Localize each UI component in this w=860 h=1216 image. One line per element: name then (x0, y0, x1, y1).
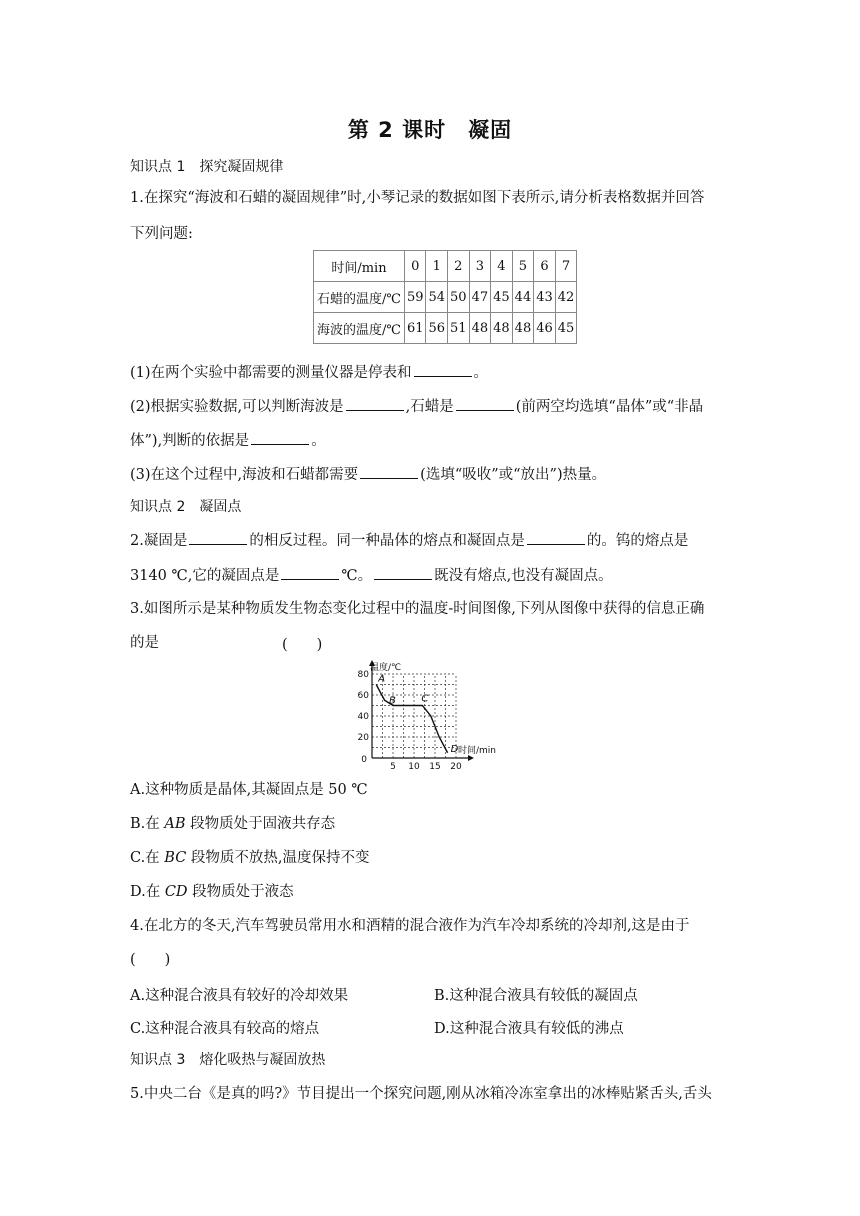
y-tick-label: 20 (357, 733, 369, 743)
answer-blank[interactable] (374, 565, 432, 580)
q1-part2-text: (2)根据实验数据,可以判断海波是 (130, 399, 344, 415)
segment-bc: BC (164, 850, 187, 866)
page-title: 第 2 课时 凝固 (347, 118, 513, 142)
answer-blank[interactable] (360, 464, 418, 479)
answer-blank[interactable] (346, 396, 404, 411)
table-cell: 时间/min (314, 251, 405, 282)
y-tick-label: 80 (357, 670, 369, 680)
q3-line1: 3.如图所示是某种物质发生物态变化过程中的温度-时间图像,下列从图像中获得的信息正确 (130, 601, 705, 617)
q1-part2-cont-end: 。 (311, 433, 326, 449)
q1-line1: 1.在探究“海波和石蜡的凝固规律”时,小琴记录的数据如图下表所示,请分析表格数据并回答 (130, 190, 705, 206)
y-tick-label: 60 (357, 691, 369, 701)
answer-blank[interactable] (189, 530, 247, 545)
q1-part1 (130, 362, 488, 383)
q2-text-f: 既没有熔点,也没有凝固点。 (434, 568, 613, 584)
y-axis-label: 温度/℃ (370, 663, 402, 673)
q1-line2: 下列问题: (130, 226, 193, 242)
point-label-b: B (389, 695, 396, 707)
q1-part2-cont-text: 体”),判断的依据是 (130, 433, 250, 449)
data-table (313, 250, 577, 344)
answer-blank[interactable] (527, 530, 585, 545)
q2-line2 (130, 565, 613, 586)
q3-option-c[interactable] (130, 848, 370, 868)
table-cell: 6 (534, 251, 556, 282)
q1-part1-text: (1)在两个实验中都需要的测量仪器是停表和 (130, 365, 412, 381)
option-c-text: 段物质不放热,温度保持不变 (186, 850, 370, 866)
table-row (314, 313, 577, 344)
x-tick-label: 5 (390, 762, 396, 772)
q2-text-d: 3140 ℃,它的凝固点是 (130, 568, 280, 584)
table-cell: 7 (555, 251, 577, 282)
x-tick-label: 20 (450, 762, 462, 772)
table-cell: 46 (534, 313, 556, 344)
chart-ticks (358, 670, 462, 772)
table-cell: 44 (512, 282, 534, 313)
x-axis-label: 时间/min (458, 746, 497, 756)
table-cell: 43 (534, 282, 556, 313)
q1-part3-text: (3)在这个过程中,海波和石蜡都需要 (130, 467, 359, 483)
table-cell: 51 (448, 313, 470, 344)
point-label-c: C (421, 693, 429, 705)
table-cell: 48 (512, 313, 534, 344)
q2-text-c: 的。钨的熔点是 (586, 533, 689, 549)
table-cell: 4 (491, 251, 513, 282)
q4-option-d[interactable]: D.这种混合液具有较低的沸点 (434, 1021, 624, 1037)
x-tick-label: 10 (408, 762, 420, 772)
q4-line1: 4.在北方的冬天,汽车驾驶员常用水和酒精的混合液作为汽车冷却系统的冷却剂,这是由于 (130, 918, 690, 934)
table-cell: 59 (404, 282, 426, 313)
q2-text-a: 2.凝固是 (130, 533, 188, 549)
table-cell: 1 (426, 251, 448, 282)
q3-option-b[interactable] (130, 814, 335, 834)
option-d-text: 段物质处于液态 (187, 884, 294, 900)
q1-part3 (130, 464, 606, 485)
q3-option-a[interactable]: A.这种物质是晶体,其凝固点是 50 ℃ (130, 782, 368, 798)
table-cell: 54 (426, 282, 448, 313)
table-cell: 2 (448, 251, 470, 282)
q1-part2-cont (130, 430, 326, 451)
option-b-prefix: B.在 (130, 816, 165, 832)
option-d-prefix: D.在 (130, 884, 165, 900)
table-cell: 海波的温度/℃ (314, 313, 405, 344)
table-row (314, 282, 577, 313)
q3-line2-text: 的是 (130, 635, 159, 651)
answer-blank[interactable] (251, 430, 309, 445)
q3-option-d[interactable] (130, 882, 294, 902)
knowledge-point-3: 知识点 3 熔化吸热与凝固放热 (130, 1052, 326, 1068)
table-cell: 0 (404, 251, 426, 282)
segment-cd: CD (164, 884, 188, 900)
q4-option-c[interactable]: C.这种混合液具有较高的熔点 (130, 1021, 320, 1037)
table-cell: 5 (512, 251, 534, 282)
q2-text-e: ℃。 (341, 568, 373, 584)
knowledge-point-1: 知识点 1 探究凝固规律 (130, 159, 284, 175)
q1-part2-note: (前两空均选填“晶体”或“非晶 (515, 399, 704, 415)
table-cell: 42 (555, 282, 577, 313)
q4-answer-paren[interactable]: ( ) (130, 952, 171, 968)
table-cell: 50 (448, 282, 470, 313)
q1-part2 (130, 396, 703, 417)
point-label-d: D (450, 743, 459, 755)
q4-option-a[interactable]: A.这种混合液具有较好的冷却效果 (130, 988, 349, 1004)
table-cell: 48 (491, 313, 513, 344)
q2-text-b: 的相反过程。同一种晶体的熔点和凝固点是 (249, 533, 525, 549)
q2-line1 (130, 530, 688, 551)
q3-answer-paren[interactable]: ( ) (282, 637, 323, 653)
table-cell: 48 (469, 313, 491, 344)
answer-blank[interactable] (281, 565, 339, 580)
table-header-row (314, 251, 577, 282)
point-label-a: A (378, 673, 386, 685)
table-cell: 石蜡的温度/℃ (314, 282, 405, 313)
answer-blank[interactable] (456, 396, 514, 411)
origin-label: 0 (361, 755, 367, 765)
chart-labels (370, 661, 496, 756)
q1-part3-end: (选填“吸收”或“放出”)热量。 (420, 467, 607, 483)
q5-line1: 5.中央二台《是真的吗?》节目提出一个探究问题,刚从冰箱冷冻室拿出的冰棒贴紧舌头,舌头 (130, 1086, 712, 1102)
option-b-text: 段物质处于固液共存态 (185, 816, 336, 832)
table-cell: 3 (469, 251, 491, 282)
q1-part2-mid: ,石蜡是 (405, 399, 454, 415)
table-cell: 61 (404, 313, 426, 344)
answer-blank[interactable] (414, 362, 472, 377)
option-c-prefix: C.在 (130, 850, 165, 866)
table-cell: 56 (426, 313, 448, 344)
temperature-time-chart (348, 654, 518, 774)
q1-part1-end: 。 (473, 365, 489, 381)
q3-line2 (130, 633, 159, 653)
table-cell: 45 (555, 313, 577, 344)
segment-ab: AB (164, 816, 186, 832)
table-cell: 47 (469, 282, 491, 313)
y-tick-label: 40 (357, 712, 369, 722)
knowledge-point-2: 知识点 2 凝固点 (130, 499, 242, 515)
x-tick-label: 15 (429, 762, 441, 772)
q4-option-b[interactable]: B.这种混合液具有较低的凝固点 (434, 988, 638, 1004)
table-cell: 45 (491, 282, 513, 313)
